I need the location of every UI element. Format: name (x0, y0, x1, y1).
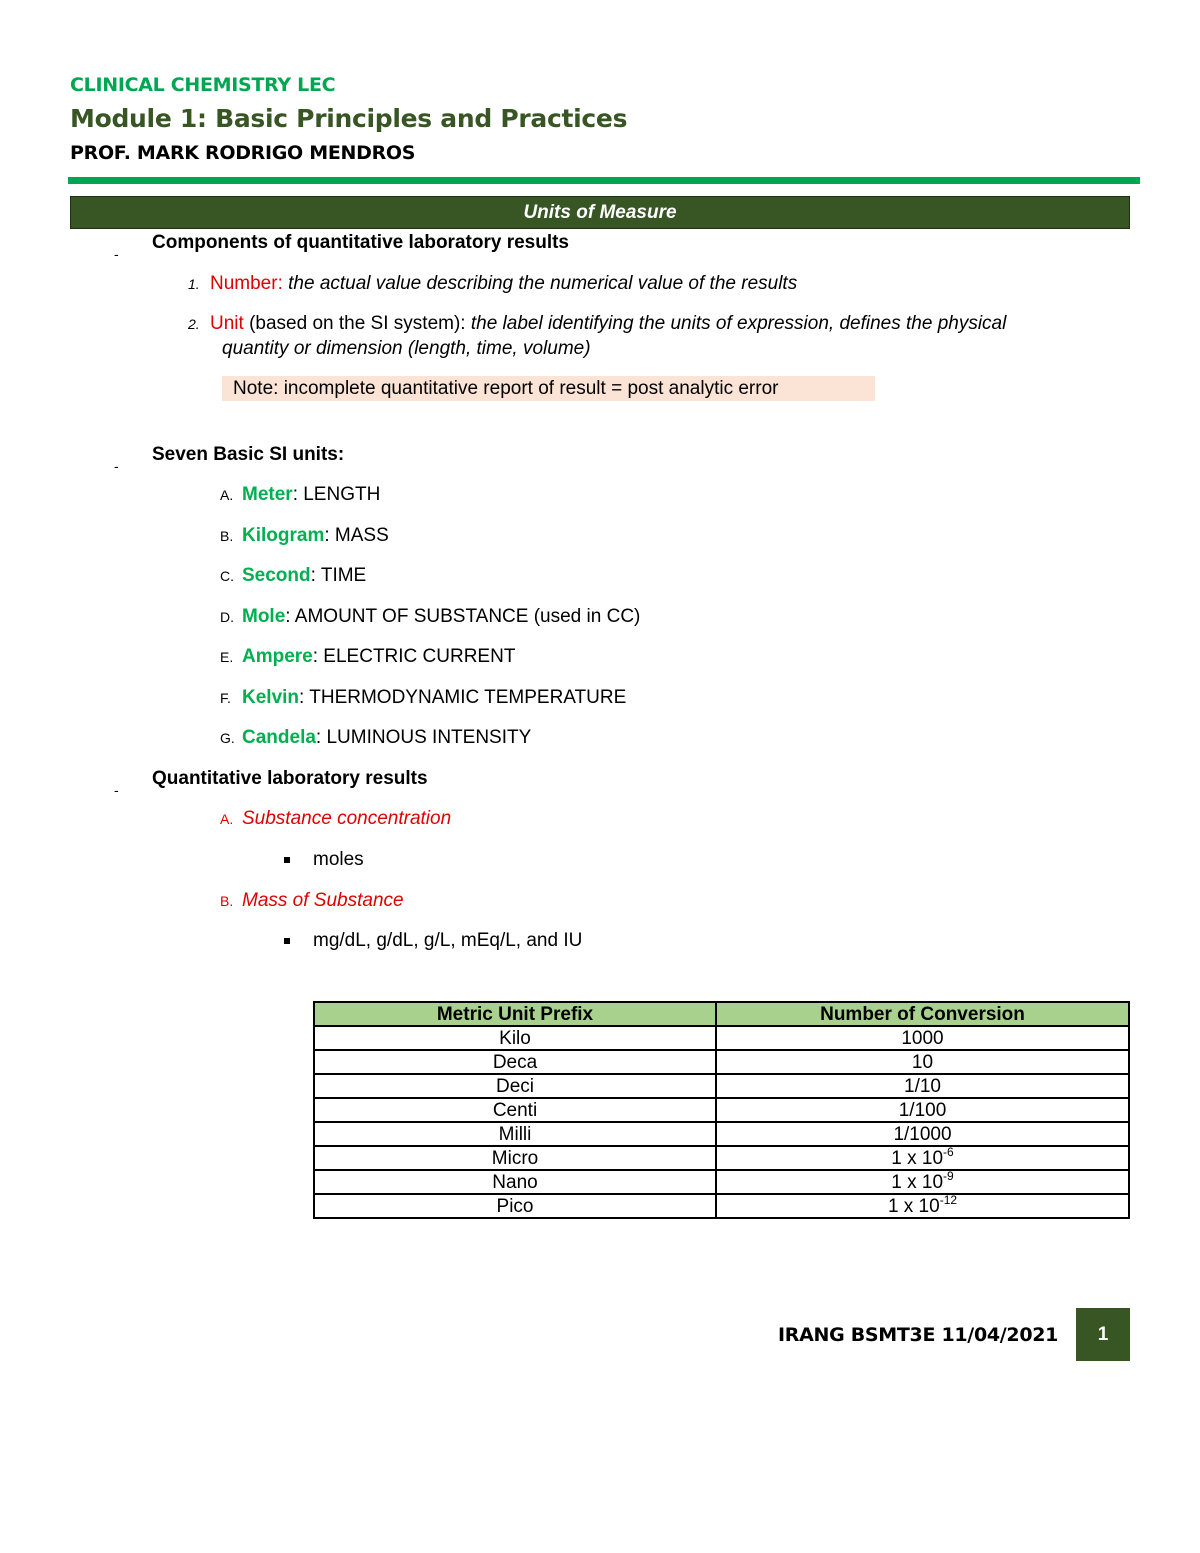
list-marker: E. (220, 649, 234, 665)
table-row (314, 1170, 1129, 1194)
bullet-dash: - (114, 782, 119, 798)
list-item (188, 273, 797, 295)
unit-name: Kilogram (242, 524, 325, 546)
conversion-exponent: -12 (939, 1192, 958, 1207)
list-item (220, 808, 451, 830)
table-row (314, 1098, 1129, 1122)
conversion-value: 1 x 10 (891, 1147, 944, 1169)
unit-quantity: : AMOUNT OF SUBSTANCE (used in CC) (285, 605, 641, 627)
list-marker: C. (220, 568, 234, 584)
table-row (314, 1122, 1129, 1146)
list-marker: G. (220, 730, 235, 746)
term-definition: the label identifying the units of expression, defines the physical (470, 313, 1007, 334)
prefix-cell: Nano (314, 1170, 716, 1194)
prefix-cell: Milli (314, 1122, 716, 1146)
table-row (314, 1194, 1129, 1218)
conversion-value: 1 x 10 (891, 1171, 944, 1193)
table-row (314, 1026, 1129, 1050)
list-item (220, 687, 626, 709)
conversion-cell (716, 1026, 1129, 1050)
table-header-row (314, 1002, 1129, 1026)
list-marker: A. (220, 811, 234, 827)
list-marker: B. (220, 527, 234, 544)
conversion-value: 1/10 (904, 1075, 941, 1097)
conversion-value: 1/1000 (893, 1123, 952, 1145)
prefix-cell: Micro (314, 1146, 716, 1170)
result-type-label: Substance concentration (242, 808, 452, 829)
conversion-cell (716, 1170, 1129, 1194)
conversion-value: 10 (911, 1051, 934, 1073)
term-paren: (based on the SI system): (243, 313, 471, 334)
list-item (220, 890, 404, 912)
prefix-cell: Pico (314, 1194, 716, 1218)
list-item (220, 484, 380, 506)
unit-quantity: : MASS (324, 524, 389, 546)
prefix-cell: Centi (314, 1098, 716, 1122)
conversion-exponent: -9 (943, 1168, 954, 1183)
conversion-cell (716, 1122, 1129, 1146)
result-type-sub: moles (313, 849, 364, 870)
column-header: Metric Unit Prefix (314, 1002, 716, 1026)
unit-quantity: : LENGTH (292, 484, 381, 505)
term-unit: Unit (210, 313, 244, 334)
note-callout: Note: incomplete quantitative report of result = post analytic error (222, 376, 875, 401)
conversion-exponent: -6 (943, 1144, 954, 1159)
prefix-cell: Kilo (314, 1026, 716, 1050)
square-bullet-icon (284, 857, 290, 863)
section2-title: Seven Basic SI units: (152, 444, 345, 465)
list-marker: 2. (188, 316, 200, 332)
conversion-value: 1000 (901, 1027, 944, 1049)
list-item (220, 606, 640, 628)
conversion-cell (716, 1050, 1129, 1074)
metric-prefix-table (313, 1001, 1130, 1219)
list-item (220, 646, 515, 668)
list-marker: A. (220, 487, 234, 503)
list-item (220, 727, 531, 749)
list-marker: B. (220, 893, 234, 909)
conversion-value: 1 x 10 (887, 1195, 940, 1217)
unit-name: Kelvin (242, 686, 300, 708)
unit-name: Second (242, 565, 311, 586)
module-title: Module 1: Basic Principles and Practices (70, 104, 628, 133)
section1-title: Components of quantitative laboratory results (152, 232, 569, 253)
section3-title: Quantitative laboratory results (152, 768, 428, 789)
conversion-cell (716, 1194, 1129, 1218)
list-item (220, 565, 366, 587)
list-item (188, 313, 1006, 335)
list-marker: 1. (188, 276, 200, 292)
unit-quantity: : THERMODYNAMIC TEMPERATURE (299, 686, 627, 708)
list-item (220, 525, 389, 547)
term-number: Number: (210, 273, 283, 294)
term-definition: the actual value describing the numerical value of the results (282, 273, 798, 294)
prefix-cell: Deca (314, 1050, 716, 1074)
table-row (314, 1050, 1129, 1074)
bullet-dash: - (114, 246, 119, 262)
table-row (314, 1146, 1129, 1170)
section-banner: Units of Measure (70, 196, 1130, 229)
unit-name: Candela (242, 727, 316, 748)
unit-quantity: : TIME (310, 565, 367, 586)
prefix-cell: Deci (314, 1074, 716, 1098)
unit-name: Meter (242, 484, 293, 505)
page-number: 1 (1076, 1308, 1130, 1361)
unit-name: Mole (242, 605, 286, 627)
unit-quantity: : ELECTRIC CURRENT (312, 646, 516, 667)
table-body (314, 1026, 1129, 1218)
conversion-value: 1/100 (898, 1099, 947, 1121)
professor-name: PROF. MARK RODRIGO MENDROS (70, 142, 416, 164)
header-divider (68, 177, 1140, 184)
result-type-label: Mass of Substance (242, 890, 404, 911)
conversion-cell (716, 1074, 1129, 1098)
course-title: CLINICAL CHEMISTRY LEC (70, 74, 336, 96)
table-row (314, 1074, 1129, 1098)
list-marker: F. (220, 689, 231, 706)
result-type-sub: mg/dL, g/dL, g/L, mEq/L, and IU (313, 930, 583, 951)
square-bullet-icon (284, 938, 290, 944)
unit-quantity: : LUMINOUS INTENSITY (315, 727, 532, 748)
column-header: Number of Conversion (716, 1002, 1129, 1026)
unit-name: Ampere (242, 646, 313, 667)
term-definition-continued: quantity or dimension (length, time, volume) (222, 338, 591, 359)
bullet-dash: - (114, 458, 119, 474)
footer-text: IRANG BSMT3E 11/04/2021 (778, 1324, 1059, 1346)
conversion-cell (716, 1146, 1129, 1170)
conversion-cell (716, 1098, 1129, 1122)
list-marker: D. (220, 608, 234, 625)
